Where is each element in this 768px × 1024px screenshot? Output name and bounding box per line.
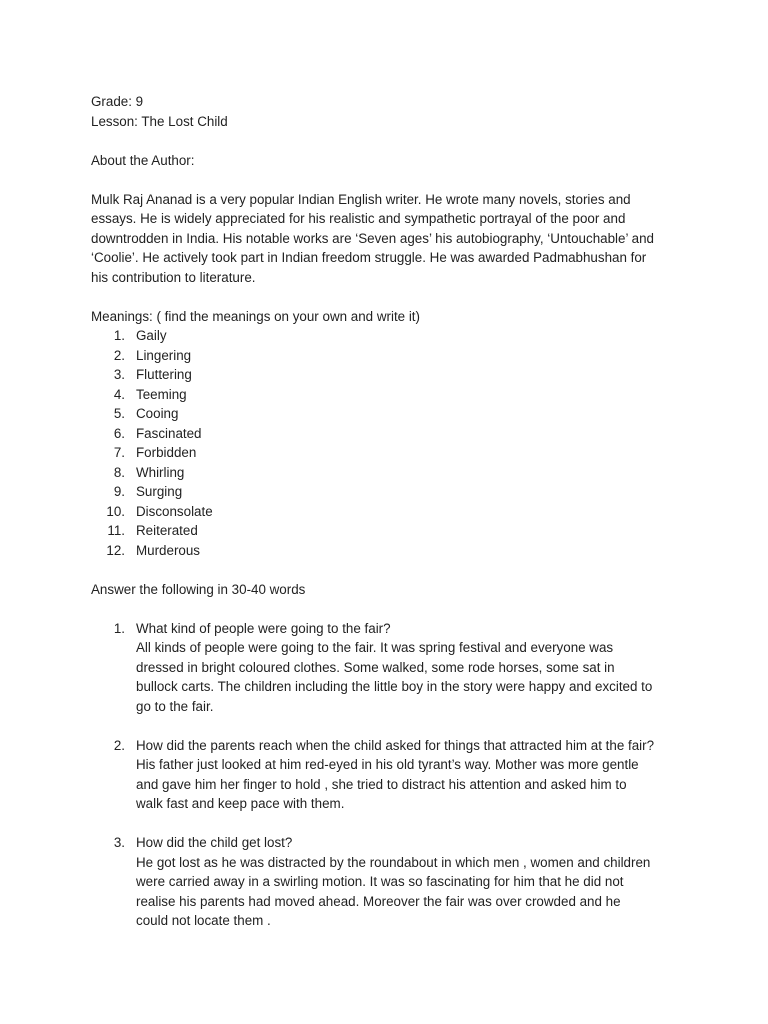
list-item — [91, 463, 661, 483]
vocab-word: Disconsolate — [136, 503, 213, 519]
list-number: 4. — [113, 386, 125, 402]
list-number: 5. — [113, 406, 125, 421]
spacer — [91, 560, 661, 580]
spacer — [91, 716, 661, 736]
list-item — [91, 404, 661, 424]
spacer — [91, 287, 661, 307]
vocab-word: Gaily — [136, 328, 167, 343]
answer-text: All kinds of people were going to the fair. It was spring festival and everyone was dressed in bright coloured clothes. Some walked, some rode horses, some sat in bullock carts. The children including the little boy in the story were happy and excited to go to the fair. — [136, 640, 653, 714]
question-number: 3. — [113, 835, 125, 850]
list-item — [91, 385, 661, 405]
list-number: 1. — [113, 328, 125, 343]
spacer — [91, 814, 661, 834]
lesson-title: Lesson: The Lost Child — [91, 113, 228, 129]
question-text: What kind of people were going to the fair? — [136, 620, 391, 636]
list-number: 12. — [106, 542, 125, 558]
list-item — [91, 365, 661, 385]
list-item — [91, 541, 661, 561]
list-number: 9. — [113, 484, 125, 499]
question-item — [91, 736, 661, 814]
list-number: 2. — [113, 347, 125, 363]
vocab-word: Surging — [136, 484, 183, 499]
list-item — [91, 521, 661, 541]
list-item — [91, 443, 661, 463]
spacer — [91, 599, 661, 619]
list-number: 3. — [113, 367, 125, 382]
list-item — [91, 502, 661, 522]
questions-heading: Answer the following in 30-40 words — [91, 581, 306, 597]
vocab-word: Cooing — [136, 406, 179, 421]
list-number: 6. — [113, 425, 125, 441]
vocab-word: Forbidden — [136, 445, 197, 460]
list-item — [91, 346, 661, 366]
vocab-word: Fluttering — [136, 367, 192, 382]
list-item — [91, 326, 661, 346]
grade-line: Grade: 9 — [91, 94, 144, 109]
document-body — [91, 92, 661, 931]
list-item — [91, 482, 661, 502]
question-text: How did the parents reach when the child asked for things that attracted him at the fair? — [136, 737, 655, 753]
meanings-heading: Meanings: ( find the meanings on your own and write it) — [91, 308, 420, 324]
list-number: 11. — [107, 523, 125, 538]
author-paragraph: Mulk Raj Ananad is a very popular Indian English writer. He wrote many novels, stories and essays. He is widely appreciated for his realistic and sympathetic portrayal of the poor and downtrodden in India. His notable works are ‘Seven ages’ his autobiography, ‘Untouchable’ and ‘Coolie’. He actively took part in Indian freedom struggle. He was awarded Padmabhushan for his contribution to literature. — [91, 191, 655, 285]
meanings-list — [91, 326, 661, 560]
question-number: 1. — [113, 620, 125, 636]
list-number: 8. — [113, 464, 125, 480]
list-number: 7. — [113, 445, 125, 460]
question-number: 2. — [113, 737, 125, 753]
question-item — [91, 619, 661, 717]
answer-text: His father just looked at him red-eyed in his old tyrant’s way. Mother was more gentle and gave him her finger to hold , she tried to distract his attention and asked him to walk fast and keep pace with them. — [136, 757, 639, 811]
vocab-word: Murderous — [136, 542, 201, 558]
spacer — [91, 131, 661, 151]
question-item — [91, 833, 661, 931]
vocab-word: Fascinated — [136, 425, 202, 441]
list-number: 10. — [106, 503, 125, 519]
vocab-word: Reiterated — [136, 523, 198, 538]
vocab-word: Whirling — [136, 464, 185, 480]
spacer — [91, 170, 661, 190]
answer-text: He got lost as he was distracted by the roundabout in which men , women and children were carried away in a swirling motion. It was so fascinating for him that he did not realise his parents had moved ahead. Moreover the fair was over crowded and he could not locate them . — [136, 854, 651, 928]
question-text: How did the child get lost? — [136, 835, 293, 850]
vocab-word: Teeming — [136, 386, 187, 402]
vocab-word: Lingering — [136, 347, 192, 363]
list-item — [91, 424, 661, 444]
author-heading: About the Author: — [91, 152, 195, 168]
